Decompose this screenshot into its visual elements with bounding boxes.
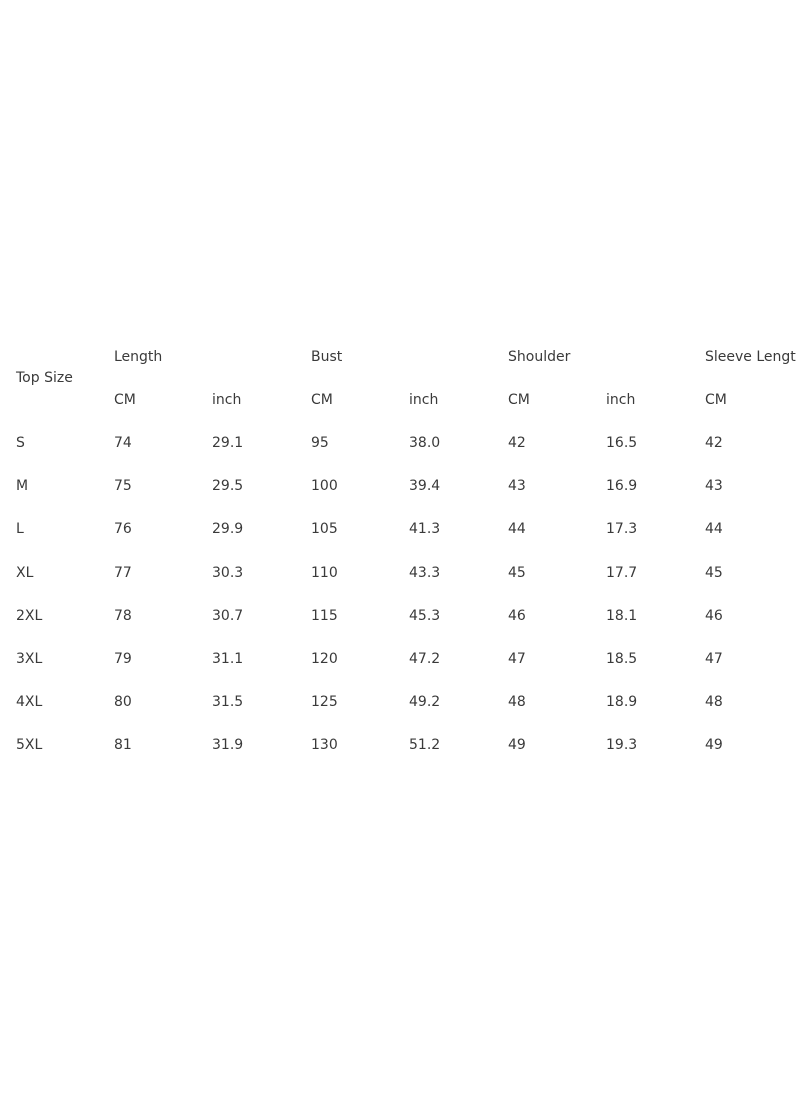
size-chart-table [0,335,800,767]
table-cell-shoulder-cm: 49 [508,737,526,753]
table-cell-shoulder-cm: 43 [508,478,526,494]
table-cell-length-cm: 77 [114,565,132,581]
table-cell-size: L [16,521,24,537]
table-cell-shoulder-cm: 47 [508,651,526,667]
table-cell-shoulder-cm: 42 [508,435,526,451]
unit-header-bust-inch: inch [409,392,439,408]
table-cell-sleeve-cm: 49 [705,737,723,753]
table-cell-sleeve-cm: 46 [705,608,723,624]
table-cell-length-cm: 74 [114,435,132,451]
table-cell-bust-inch: 49.2 [409,694,441,710]
table-cell-bust-inch: 47.2 [409,651,441,667]
group-header-bust: Bust [311,349,343,365]
unit-header-shoulder-cm: CM [508,392,530,408]
unit-header-length-cm: CM [114,392,136,408]
table-cell-bust-inch: 41.3 [409,521,441,537]
table-cell-bust-cm: 110 [311,565,338,581]
unit-header-length-inch: inch [212,392,242,408]
table-cell-length-cm: 76 [114,521,132,537]
table-cell-length-inch: 30.3 [212,565,244,581]
table-cell-length-inch: 31.9 [212,737,244,753]
table-cell-bust-cm: 105 [311,521,338,537]
table-cell-sleeve-cm: 47 [705,651,723,667]
table-cell-size: 4XL [16,694,43,710]
table-cell-bust-cm: 95 [311,435,329,451]
table-cell-shoulder-inch: 18.1 [606,608,638,624]
table-cell-size: M [16,478,29,494]
table-cell-length-cm: 81 [114,737,132,753]
group-header-sleeve-length: Sleeve Lengt [705,349,796,365]
table-cell-length-inch: 31.5 [212,694,244,710]
unit-header-bust-cm: CM [311,392,333,408]
table-cell-bust-cm: 100 [311,478,338,494]
table-cell-sleeve-cm: 43 [705,478,723,494]
table-cell-sleeve-cm: 45 [705,565,723,581]
table-cell-length-inch: 29.9 [212,521,244,537]
table-cell-shoulder-inch: 16.5 [606,435,638,451]
group-header-shoulder: Shoulder [508,349,571,365]
table-cell-bust-inch: 39.4 [409,478,441,494]
table-cell-shoulder-cm: 48 [508,694,526,710]
table-cell-length-inch: 31.1 [212,651,244,667]
group-header-length: Length [114,349,163,365]
table-cell-shoulder-cm: 44 [508,521,526,537]
table-cell-shoulder-cm: 45 [508,565,526,581]
unit-header-sleeve-cm: CM [705,392,727,408]
table-cell-shoulder-inch: 18.5 [606,651,638,667]
table-cell-bust-cm: 115 [311,608,338,624]
table-cell-length-inch: 30.7 [212,608,244,624]
table-cell-size: 5XL [16,737,43,753]
table-cell-bust-cm: 120 [311,651,338,667]
table-cell-length-cm: 78 [114,608,132,624]
table-cell-length-inch: 29.1 [212,435,244,451]
table-cell-length-cm: 80 [114,694,132,710]
table-cell-bust-inch: 43.3 [409,565,441,581]
row-header-label: Top Size [16,370,73,386]
table-cell-shoulder-cm: 46 [508,608,526,624]
table-cell-bust-cm: 130 [311,737,338,753]
table-cell-sleeve-cm: 44 [705,521,723,537]
table-cell-size: XL [16,565,34,581]
table-cell-bust-inch: 38.0 [409,435,441,451]
table-cell-bust-cm: 125 [311,694,338,710]
table-cell-length-cm: 75 [114,478,132,494]
table-cell-bust-inch: 45.3 [409,608,441,624]
table-cell-shoulder-inch: 17.7 [606,565,638,581]
table-cell-sleeve-cm: 42 [705,435,723,451]
table-cell-shoulder-inch: 19.3 [606,737,638,753]
table-cell-size: 3XL [16,651,43,667]
table-cell-shoulder-inch: 17.3 [606,521,638,537]
table-cell-length-cm: 79 [114,651,132,667]
table-cell-length-inch: 29.5 [212,478,244,494]
table-cell-shoulder-inch: 18.9 [606,694,638,710]
table-cell-sleeve-cm: 48 [705,694,723,710]
table-cell-bust-inch: 51.2 [409,737,441,753]
unit-header-shoulder-inch: inch [606,392,636,408]
table-cell-size: 2XL [16,608,43,624]
table-cell-shoulder-inch: 16.9 [606,478,638,494]
table-cell-size: S [16,435,25,451]
